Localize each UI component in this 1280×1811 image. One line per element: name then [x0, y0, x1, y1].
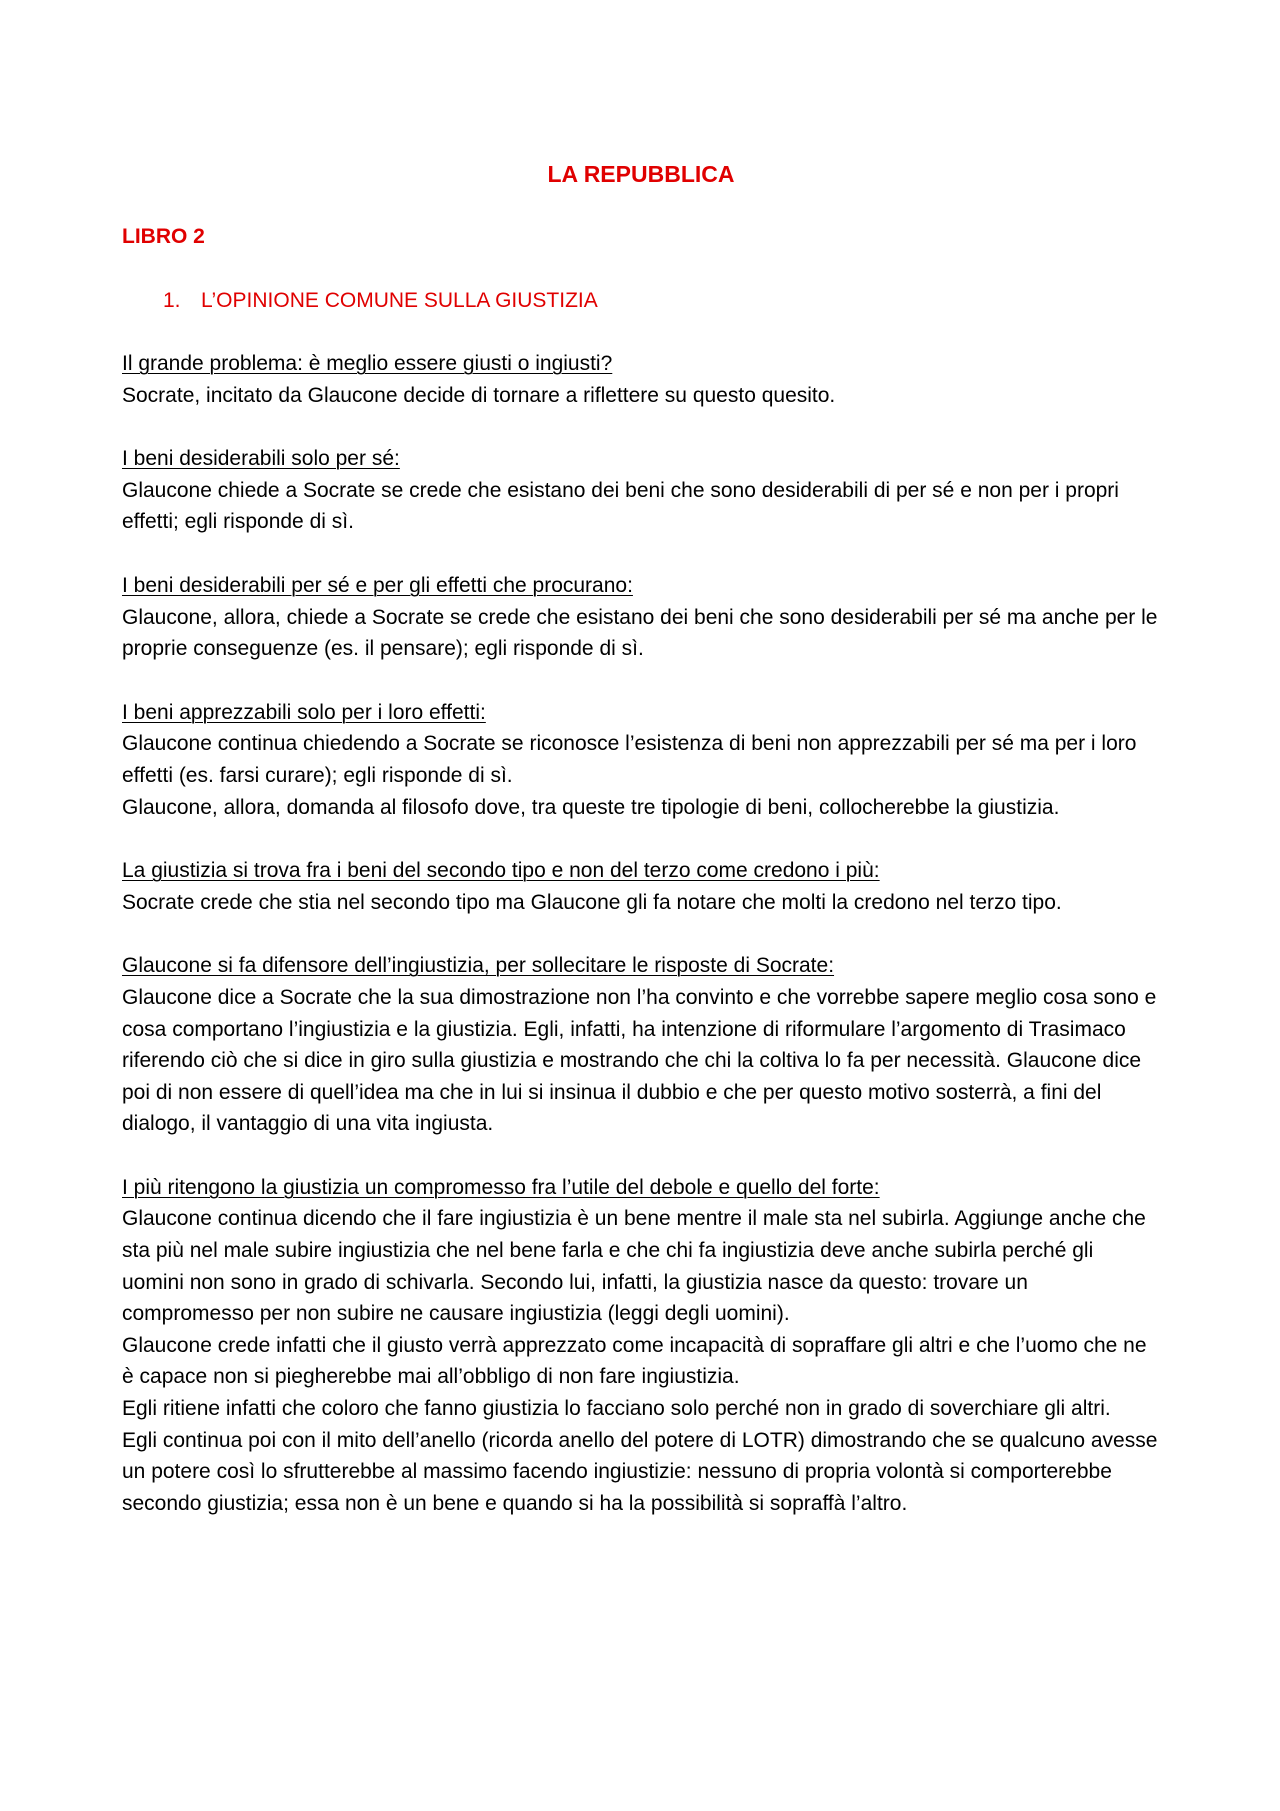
section-heading: La giustizia si trova fra i beni del secondo tipo e non del terzo come credono i più:	[122, 859, 880, 883]
section-heading: I beni apprezzabili solo per i loro effetti:	[122, 700, 486, 724]
section-goods-both	[122, 570, 1160, 665]
chapter-heading	[122, 285, 1160, 317]
section-paragraph: Glaucone, allora, chiede a Socrate se crede che esistano dei beni che sono desiderabili per sé ma anche per le proprie conseguenze (es. il pensare); egli risponde di sì.	[122, 605, 1158, 661]
section-justice-compromise	[122, 1172, 1160, 1520]
chapter-number: 1.	[163, 289, 181, 312]
section-paragraph: Socrate, incitato da Glaucone decide di tornare a riflettere su questo quesito.	[122, 383, 836, 407]
section-justice-second-type	[122, 855, 1160, 918]
section-glaucon-defender	[122, 950, 1160, 1140]
section-heading: I beni desiderabili per sé e per gli effetti che procurano:	[122, 573, 633, 597]
section-problem	[122, 348, 1160, 411]
section-paragraph: Glaucone dice a Socrate che la sua dimostrazione non l’ha convinto e che vorrebbe sapere meglio cosa sono e cosa comportano l’ingiustizia e la giustizia. Egli, infatti, ha intenzione di riformulare l’argomento di Trasimaco riferendo ciò che si dice in giro sulla giustizia e mostrando che chi la coltiva lo fa per necessità. Glaucone dice poi di non essere di quell’idea ma che in lui si insinua il dubbio e che per questo motivo sosterrà, a fini del dialogo, il vantaggio di una vita ingiusta.	[122, 985, 1157, 1136]
section-paragraph: Egli continua poi con il mito dell’anello (ricorda anello del potere di LOTR) dimostrando che se qualcuno avesse un potere così lo sfrutterebbe al massimo facendo ingiustizie: nessuno di propria volontà si comporterebbe secondo giustizia; essa non è un bene e quando si ha la possibilità si sopraffà l’altro.	[122, 1428, 1158, 1515]
document-title: LA REPUBBLICA	[547, 161, 735, 187]
section-heading: I più ritengono la giustizia un compromesso fra l’utile del debole e quello del forte:	[122, 1175, 880, 1199]
chapter-title: L’OPINIONE COMUNE SULLA GIUSTIZIA	[201, 289, 598, 312]
book-heading: LIBRO 2	[122, 225, 205, 248]
section-paragraph: Glaucone, allora, domanda al filosofo dove, tra queste tre tipologie di beni, collocherebbe la giustizia.	[122, 795, 1060, 819]
section-heading: Glaucone si fa difensore dell’ingiustizia, per sollecitare le risposte di Socrate:	[122, 954, 835, 978]
section-paragraph: Glaucone continua chiedendo a Socrate se riconosce l’esistenza di beni non apprezzabili per sé ma per i loro effetti (es. farsi curare); egli risponde di sì.	[122, 732, 1137, 787]
section-paragraph: Glaucone continua dicendo che il fare ingiustizia è un bene mentre il male sta nel subirla. Aggiunge anche che sta più nel male subire ingiustizia che nel bene farla e che chi fa ingiustizia deve anche subirla perché gli uomini non sono in grado di schivarla. Secondo lui, infatti, la giustizia nasce da questo: trovare un compromesso per non subire ne causare ingiustizia (leggi degli uomini).	[122, 1207, 1146, 1326]
section-paragraph: Glaucone chiede a Socrate se crede che esistano dei beni che sono desiderabili di per sé e non per i propri effetti; egli risponde di sì.	[122, 478, 1119, 534]
section-goods-for-themselves	[122, 443, 1160, 538]
section-heading: I beni desiderabili solo per sé:	[122, 447, 400, 471]
section-paragraph: Egli ritiene infatti che coloro che fanno giustizia lo facciano solo perché non in grado di soverchiare gli altri.	[122, 1397, 1111, 1421]
section-goods-for-effects	[122, 697, 1160, 823]
section-paragraph: Glaucone crede infatti che il giusto verrà apprezzato come incapacità di sopraffare gli altri e che l’uomo che ne è capace non si piegherebbe mai all’obbligo di non fare ingiustizia.	[122, 1333, 1147, 1389]
section-paragraph: Socrate crede che stia nel secondo tipo ma Glaucone gli fa notare che molti la credono nel terzo tipo.	[122, 890, 1062, 914]
section-heading: Il grande problema: è meglio essere giusti o ingiusti?	[122, 352, 613, 375]
